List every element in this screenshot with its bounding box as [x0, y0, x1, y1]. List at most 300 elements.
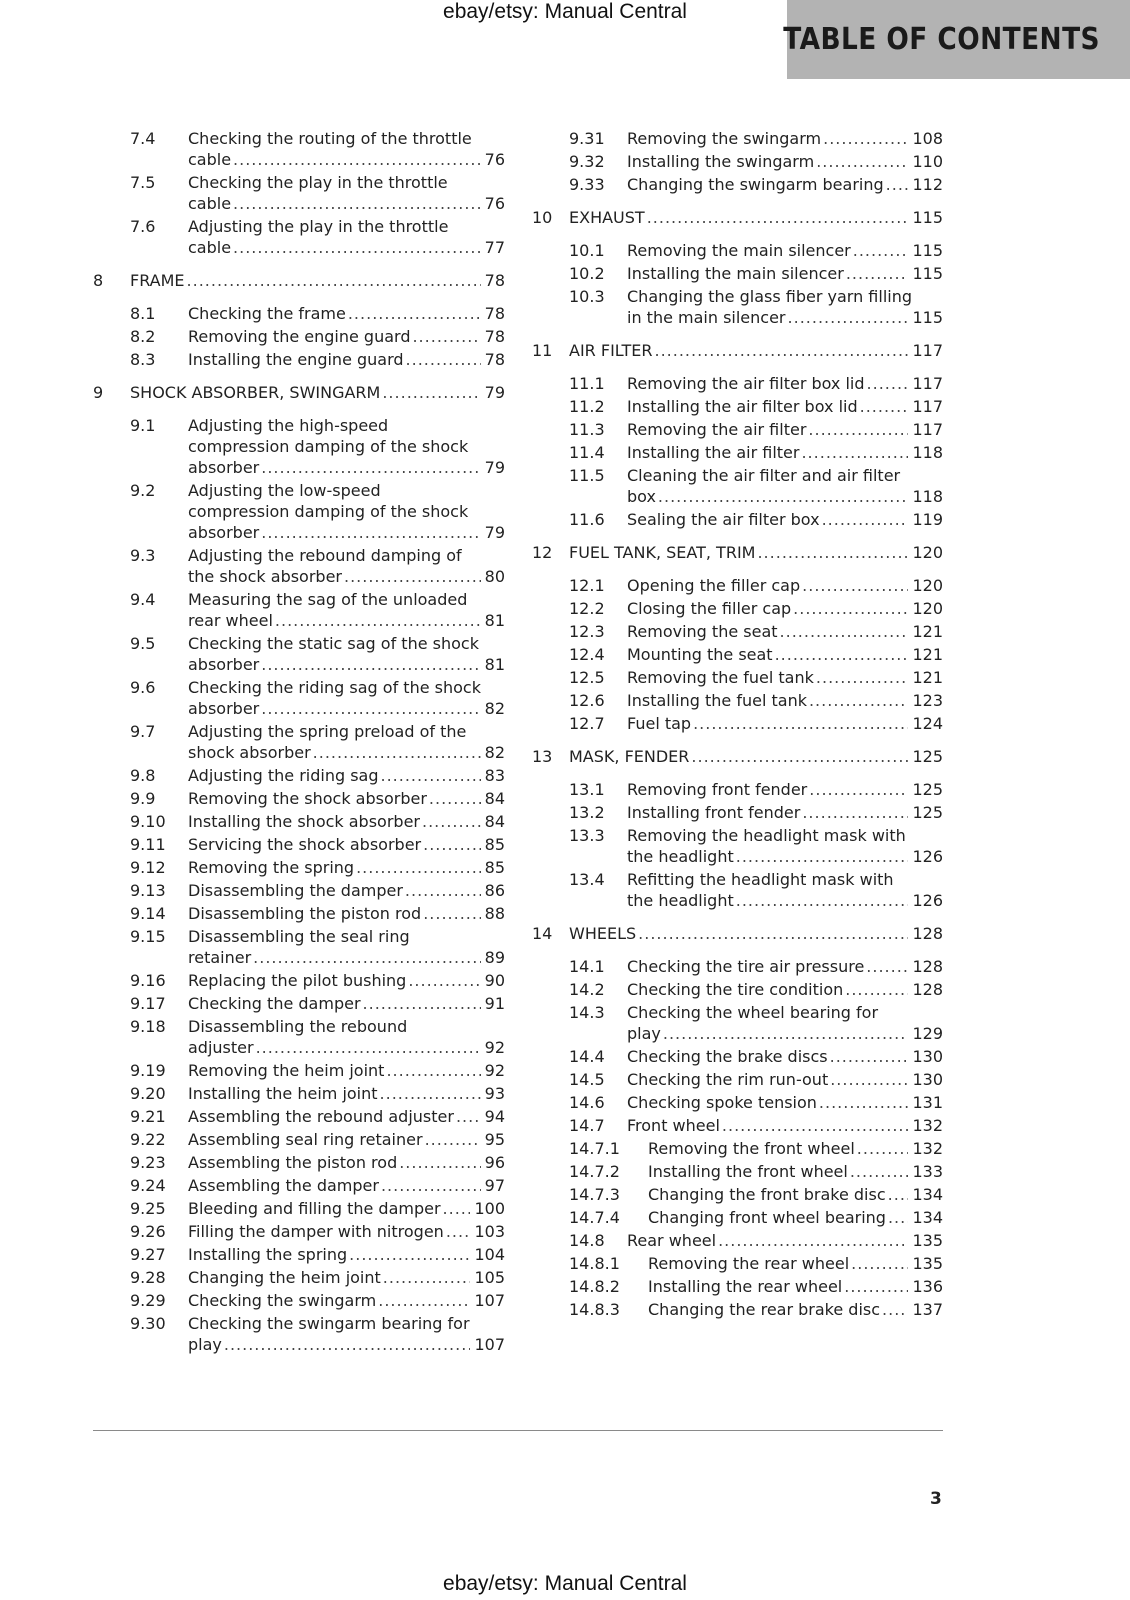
toc-chapter[interactable] — [532, 340, 943, 361]
toc-number: 14.7.4 — [569, 1208, 620, 1227]
toc-entry[interactable] — [93, 128, 505, 170]
toc-entry[interactable] — [532, 419, 943, 440]
toc-entry[interactable] — [93, 811, 505, 832]
toc-entry-text: FRAME — [130, 271, 185, 290]
toc-entry[interactable] — [93, 545, 505, 587]
toc-number: 14 — [532, 924, 553, 943]
toc-entry[interactable] — [532, 1299, 943, 1320]
toc-number: 9.19 — [130, 1061, 166, 1080]
dot-leader — [381, 765, 481, 786]
toc-entry-text: Removing the heim joint — [188, 1061, 385, 1080]
toc-entry[interactable] — [93, 834, 505, 855]
toc-number: 9.6 — [130, 678, 156, 697]
dot-leader — [423, 834, 481, 855]
toc-chapter[interactable] — [93, 270, 505, 291]
toc-entry-text: Installing the front wheel — [648, 1162, 848, 1181]
toc-entry-text: MASK, FENDER — [569, 747, 690, 766]
toc-number: 14.7.1 — [569, 1139, 620, 1158]
page-title: TABLE OF CONTENTS — [783, 22, 1100, 57]
toc-number: 12.1 — [569, 576, 605, 595]
watermark-top: ebay/etsy: Manual Central — [443, 0, 687, 23]
toc-entry-text: the headlight — [627, 847, 734, 866]
toc-entry[interactable] — [93, 480, 505, 543]
dot-leader — [224, 1334, 471, 1355]
toc-entry-text: Adjusting the rebound damping of — [188, 546, 462, 565]
dot-leader — [809, 779, 908, 800]
toc-entry-text: Servicing the shock absorber — [188, 835, 422, 854]
toc-entry-text: Removing the engine guard — [188, 327, 411, 346]
dot-leader — [261, 654, 480, 675]
toc-entry-text: Checking the routing of the throttle — [188, 129, 472, 148]
toc-entry[interactable] — [532, 1184, 943, 1205]
toc-number: 11.2 — [569, 397, 605, 416]
toc-number: 9.21 — [130, 1107, 166, 1126]
toc-page-number: 78 — [484, 327, 505, 346]
dot-leader — [412, 326, 480, 347]
toc-entry[interactable] — [93, 788, 505, 809]
dot-leader — [383, 1267, 471, 1288]
toc-number: 7.6 — [130, 217, 156, 236]
toc-page-number: 118 — [912, 443, 943, 462]
toc-entry-text: box — [627, 487, 656, 506]
toc-entry-text: compression damping of the shock — [188, 437, 469, 456]
toc-entry[interactable] — [532, 575, 943, 596]
dot-leader — [233, 149, 481, 170]
toc-entry-text: Checking the frame — [188, 304, 346, 323]
toc-entry-text: the headlight — [627, 891, 734, 910]
toc-number: 7.5 — [130, 173, 156, 192]
dot-leader — [801, 442, 908, 463]
toc-number: 9.33 — [569, 175, 605, 194]
toc-number: 11.1 — [569, 374, 605, 393]
toc-entry[interactable] — [93, 1175, 505, 1196]
dot-leader — [757, 542, 908, 563]
toc-entry-text: Sealing the air filter box — [627, 510, 820, 529]
dot-leader — [736, 846, 909, 867]
toc-page-number: 90 — [484, 971, 505, 990]
page-number: 3 — [930, 1489, 942, 1509]
toc-page-number: 135 — [912, 1254, 943, 1273]
toc-page-number: 133 — [912, 1162, 943, 1181]
dot-leader — [406, 349, 481, 370]
toc-chapter[interactable] — [532, 923, 943, 944]
toc-entry[interactable] — [532, 286, 943, 328]
toc-page-number: 107 — [474, 1291, 505, 1310]
toc-page-number: 84 — [484, 789, 505, 808]
toc-page-number: 88 — [484, 904, 505, 923]
toc-entry[interactable] — [532, 1138, 943, 1159]
toc-number: 9.9 — [130, 789, 156, 808]
toc-entry-text: Checking the rim run-out — [627, 1070, 829, 1089]
toc-page-number: 96 — [484, 1153, 505, 1172]
toc-entry[interactable] — [93, 1083, 505, 1104]
toc-entry[interactable] — [532, 979, 943, 1000]
toc-entry[interactable] — [532, 1253, 943, 1274]
toc-page-number: 115 — [912, 241, 943, 260]
toc-entry-text: Checking spoke tension — [627, 1093, 817, 1112]
toc-entry[interactable] — [93, 880, 505, 901]
toc-page-number: 81 — [484, 611, 505, 630]
dot-leader — [386, 1060, 480, 1081]
toc-number: 9.17 — [130, 994, 166, 1013]
toc-number: 11.6 — [569, 510, 605, 529]
toc-page-number: 135 — [912, 1231, 943, 1250]
toc-number: 13.3 — [569, 826, 605, 845]
toc-number: 8 — [93, 271, 104, 290]
toc-page-number: 137 — [912, 1300, 943, 1319]
toc-page-number: 134 — [912, 1185, 943, 1204]
toc-page-number: 128 — [912, 980, 943, 999]
toc-entry-text: Installing the shock absorber — [188, 812, 420, 831]
toc-page-number: 81 — [484, 655, 505, 674]
toc-entry-text: Adjusting the high-speed — [188, 416, 389, 435]
toc-entry-text: Disassembling the damper — [188, 881, 403, 900]
footer-divider — [93, 1430, 943, 1431]
toc-entry-text: Checking the swingarm bearing for — [188, 1314, 470, 1333]
toc-number: 9.26 — [130, 1222, 166, 1241]
toc-entry-text: Adjusting the spring preload of the — [188, 722, 467, 741]
toc-entry-text: Removing the main silencer — [627, 241, 851, 260]
toc-entry-text: Refitting the headlight mask with — [627, 870, 894, 889]
toc-entry-text: Removing the seat — [627, 622, 778, 641]
toc-page-number: 117 — [912, 420, 943, 439]
toc-page-number: 117 — [912, 397, 943, 416]
toc-page-number: 125 — [912, 780, 943, 799]
toc-number: 8.1 — [130, 304, 156, 323]
toc-entry-text: cable — [188, 150, 232, 169]
toc-entry[interactable] — [93, 216, 505, 258]
dot-leader — [780, 621, 909, 642]
toc-entry-text: Removing the swingarm — [627, 129, 822, 148]
toc-entry[interactable] — [532, 151, 943, 172]
toc-entry[interactable] — [93, 1267, 505, 1288]
toc-entry[interactable] — [93, 349, 505, 370]
toc-entry-text: Changing the heim joint — [188, 1268, 381, 1287]
toc-page-number: 103 — [474, 1222, 505, 1241]
toc-entry-text: Changing the swingarm bearing — [627, 175, 884, 194]
toc-entry[interactable] — [532, 1276, 943, 1297]
toc-number: 14.8 — [569, 1231, 605, 1250]
toc-entry[interactable] — [532, 128, 943, 149]
dot-leader — [233, 237, 481, 258]
dot-leader — [408, 970, 480, 991]
toc-number: 9.24 — [130, 1176, 166, 1195]
toc-entry[interactable] — [93, 1106, 505, 1127]
toc-entry-text: Removing the fuel tank — [627, 668, 814, 687]
toc-entry-text: absorber — [188, 523, 260, 542]
toc-entry[interactable] — [93, 1313, 505, 1355]
toc-number: 12.2 — [569, 599, 605, 618]
toc-entry-text: Assembling the damper — [188, 1176, 379, 1195]
toc-entry-text: adjuster — [188, 1038, 254, 1057]
toc-entry[interactable] — [532, 598, 943, 619]
dot-leader — [850, 1161, 909, 1182]
dot-leader — [844, 1276, 908, 1297]
toc-entry[interactable] — [93, 765, 505, 786]
toc-page-number: 94 — [484, 1107, 505, 1126]
toc-entry[interactable] — [532, 1207, 943, 1228]
toc-entry[interactable] — [532, 825, 943, 867]
toc-entry-text: Installing the fuel tank — [627, 691, 807, 710]
toc-entry-text: Removing front fender — [627, 780, 808, 799]
toc-number: 7.4 — [130, 129, 156, 148]
toc-number: 9.10 — [130, 812, 166, 831]
toc-entry-text: Installing the swingarm — [627, 152, 815, 171]
toc-page-number: 120 — [912, 576, 943, 595]
toc-entry[interactable] — [93, 415, 505, 478]
toc-number: 9.2 — [130, 481, 156, 500]
toc-entry-text: EXHAUST — [569, 208, 645, 227]
toc-entry-text: shock absorber — [188, 743, 311, 762]
toc-entry-text: Measuring the sag of the unloaded — [188, 590, 468, 609]
dot-leader — [658, 486, 909, 507]
toc-entry[interactable] — [532, 174, 943, 195]
toc-page-number: 128 — [912, 924, 943, 943]
dot-leader — [456, 1106, 481, 1127]
toc-page-number: 79 — [484, 458, 505, 477]
dot-leader — [429, 788, 481, 809]
toc-number: 9.18 — [130, 1017, 166, 1036]
dot-leader — [830, 1069, 908, 1090]
dot-leader — [381, 1175, 481, 1196]
toc-entry[interactable] — [532, 373, 943, 394]
toc-entry[interactable] — [532, 1230, 943, 1251]
toc-entry[interactable] — [532, 1115, 943, 1136]
toc-entry[interactable] — [93, 1290, 505, 1311]
toc-entry[interactable] — [93, 993, 505, 1014]
dot-leader — [788, 307, 909, 328]
toc-entry[interactable] — [93, 1129, 505, 1150]
toc-entry-text: Opening the filler cap — [627, 576, 801, 595]
dot-leader — [853, 240, 909, 261]
header-banner — [783, 0, 1130, 79]
toc-entry[interactable] — [93, 326, 505, 347]
toc-entry[interactable] — [532, 1092, 943, 1113]
toc-entry[interactable] — [532, 509, 943, 530]
toc-entry[interactable] — [93, 633, 505, 675]
dot-leader — [860, 396, 909, 417]
toc-number: 9.11 — [130, 835, 166, 854]
dot-leader — [857, 1138, 909, 1159]
toc-entry-text: Installing the air filter box lid — [627, 397, 858, 416]
dot-leader — [233, 193, 481, 214]
toc-page-number: 107 — [474, 1335, 505, 1354]
toc-entry[interactable] — [93, 1221, 505, 1242]
toc-number: 9.4 — [130, 590, 156, 609]
toc-entry-text: cable — [188, 194, 232, 213]
toc-entry-text: Checking the tire air pressure — [627, 957, 865, 976]
toc-entry-text: absorber — [188, 458, 260, 477]
toc-number: 9.29 — [130, 1291, 166, 1310]
toc-page-number: 100 — [474, 1199, 505, 1218]
toc-page-number: 126 — [912, 847, 943, 866]
toc-entry[interactable] — [93, 926, 505, 968]
toc-number: 13 — [532, 747, 553, 766]
toc-entry[interactable] — [532, 1002, 943, 1044]
toc-chapter[interactable] — [532, 542, 943, 563]
toc-page-number: 131 — [912, 1093, 943, 1112]
toc-chapter[interactable] — [532, 746, 943, 767]
toc-page-number: 89 — [484, 948, 505, 967]
toc-entry-text: Fuel tap — [627, 714, 692, 733]
dot-leader — [647, 207, 909, 228]
toc-entry[interactable] — [532, 644, 943, 665]
toc-entry-text: SHOCK ABSORBER, SWINGARM — [130, 383, 381, 402]
toc-entry[interactable] — [532, 779, 943, 800]
toc-entry[interactable] — [532, 240, 943, 261]
toc-page-number: 134 — [912, 1208, 943, 1227]
toc-page-number: 85 — [484, 835, 505, 854]
toc-entry[interactable] — [532, 713, 943, 734]
toc-number: 14.4 — [569, 1047, 605, 1066]
toc-page-number: 79 — [484, 523, 505, 542]
toc-number: 12.6 — [569, 691, 605, 710]
toc-entry-text: Changing front wheel bearing — [648, 1208, 886, 1227]
dot-leader — [380, 1083, 481, 1104]
toc-entry-text: Disassembling the rebound — [188, 1017, 408, 1036]
toc-entry[interactable] — [532, 802, 943, 823]
toc-number: 9.31 — [569, 129, 605, 148]
toc-number: 10.1 — [569, 241, 605, 260]
toc-entry[interactable] — [93, 1152, 505, 1173]
toc-page-number: 115 — [912, 264, 943, 283]
dot-leader — [867, 373, 909, 394]
toc-number: 10.3 — [569, 287, 605, 306]
dot-leader — [846, 263, 909, 284]
toc-entry[interactable] — [93, 970, 505, 991]
dot-leader — [888, 1207, 908, 1228]
toc-entry[interactable] — [93, 1060, 505, 1081]
toc-entry[interactable] — [93, 1244, 505, 1265]
toc-number: 9.20 — [130, 1084, 166, 1103]
toc-entry[interactable] — [532, 263, 943, 284]
toc-entry-text: rear wheel — [188, 611, 273, 630]
toc-entry-text: Removing the air filter — [627, 420, 807, 439]
toc-page-number: 118 — [912, 487, 943, 506]
toc-entry[interactable] — [93, 721, 505, 763]
dot-leader — [443, 1198, 471, 1219]
toc-entry-text: Removing the headlight mask with — [627, 826, 906, 845]
toc-page-number: 78 — [484, 350, 505, 369]
toc-entry-text: Checking the riding sag of the shock — [188, 678, 481, 697]
toc-entry-text: Front wheel — [627, 1116, 720, 1135]
watermark-bottom: ebay/etsy: Manual Central — [443, 1572, 687, 1595]
toc-entry-text: Mounting the seat — [627, 645, 773, 664]
dot-leader — [816, 151, 908, 172]
dot-leader — [888, 1184, 909, 1205]
dot-leader — [823, 128, 908, 149]
toc-entry[interactable] — [532, 869, 943, 911]
toc-entry[interactable] — [532, 1046, 943, 1067]
toc-number: 12 — [532, 543, 553, 562]
toc-page-number: 92 — [484, 1038, 505, 1057]
toc-entry[interactable] — [532, 1161, 943, 1182]
toc-entry-text: Checking the damper — [188, 994, 361, 1013]
toc-number: 9.7 — [130, 722, 156, 741]
toc-number: 14.2 — [569, 980, 605, 999]
toc-entry[interactable] — [93, 903, 505, 924]
dot-leader — [793, 598, 908, 619]
toc-entry-text: Checking the wheel bearing for — [627, 1003, 879, 1022]
toc-number: 13.4 — [569, 870, 605, 889]
toc-chapter[interactable] — [532, 207, 943, 228]
toc-number: 10.2 — [569, 264, 605, 283]
toc-entry[interactable] — [93, 303, 505, 324]
toc-number: 9.32 — [569, 152, 605, 171]
toc-number: 10 — [532, 208, 553, 227]
toc-entry-text: Rear wheel — [627, 1231, 717, 1250]
toc-entry-text: play — [627, 1024, 661, 1043]
toc-page-number: 108 — [912, 129, 943, 148]
dot-leader — [382, 382, 480, 403]
dot-leader — [830, 1046, 909, 1067]
toc-entry-text: Installing front fender — [627, 803, 801, 822]
toc-entry[interactable] — [93, 1198, 505, 1219]
toc-number: 12.7 — [569, 714, 605, 733]
toc-entry[interactable] — [532, 690, 943, 711]
toc-entry-text: Removing the air filter box lid — [627, 374, 865, 393]
toc-number: 14.6 — [569, 1093, 605, 1112]
toc-entry-text: Assembling the rebound adjuster — [188, 1107, 454, 1126]
dot-leader — [819, 1092, 909, 1113]
toc-entry[interactable] — [93, 172, 505, 214]
toc-entry-text: FUEL TANK, SEAT, TRIM — [569, 543, 756, 562]
toc-entry[interactable] — [532, 667, 943, 688]
toc-entry[interactable] — [93, 589, 505, 631]
toc-entry[interactable] — [532, 396, 943, 417]
toc-entry[interactable] — [93, 1016, 505, 1058]
toc-entry-text: Checking the swingarm — [188, 1291, 377, 1310]
dot-leader — [886, 174, 909, 195]
toc-entry[interactable] — [532, 1069, 943, 1090]
toc-number: 14.8.1 — [569, 1254, 620, 1273]
toc-entry[interactable] — [532, 956, 943, 977]
dot-leader — [423, 903, 480, 924]
toc-number: 14.3 — [569, 1003, 605, 1022]
toc-entry[interactable] — [93, 677, 505, 719]
toc-entry[interactable] — [93, 857, 505, 878]
toc-page-number: 76 — [484, 150, 505, 169]
toc-page-number: 136 — [912, 1277, 943, 1296]
toc-page-number: 124 — [912, 714, 943, 733]
toc-entry[interactable] — [532, 442, 943, 463]
toc-entry-text: Disassembling the piston rod — [188, 904, 422, 923]
toc-entry-text: Filling the damper with nitrogen — [188, 1222, 444, 1241]
toc-page-number: 110 — [912, 152, 943, 171]
dot-leader — [691, 746, 908, 767]
toc-chapter[interactable] — [93, 382, 505, 403]
toc-page-number: 92 — [484, 1061, 505, 1080]
toc-entry-text: Disassembling the seal ring — [188, 927, 410, 946]
toc-page-number: 95 — [484, 1130, 505, 1149]
dot-leader — [866, 956, 908, 977]
dot-leader — [736, 890, 909, 911]
toc-entry[interactable] — [532, 621, 943, 642]
toc-entry-text: Adjusting the riding sag — [188, 766, 379, 785]
dot-leader — [348, 303, 481, 324]
toc-entry-text: Adjusting the low-speed — [188, 481, 381, 500]
dot-leader — [275, 610, 481, 631]
toc-number: 13.2 — [569, 803, 605, 822]
toc-page-number: 117 — [912, 374, 943, 393]
toc-entry-text: Removing the spring — [188, 858, 355, 877]
toc-entry-text: Removing the front wheel — [648, 1139, 855, 1158]
toc-entry[interactable] — [532, 465, 943, 507]
toc-entry-text: Assembling the piston rod — [188, 1153, 398, 1172]
toc-page-number: 132 — [912, 1116, 943, 1135]
toc-page-number: 121 — [912, 645, 943, 664]
toc-page-number: 85 — [484, 858, 505, 877]
